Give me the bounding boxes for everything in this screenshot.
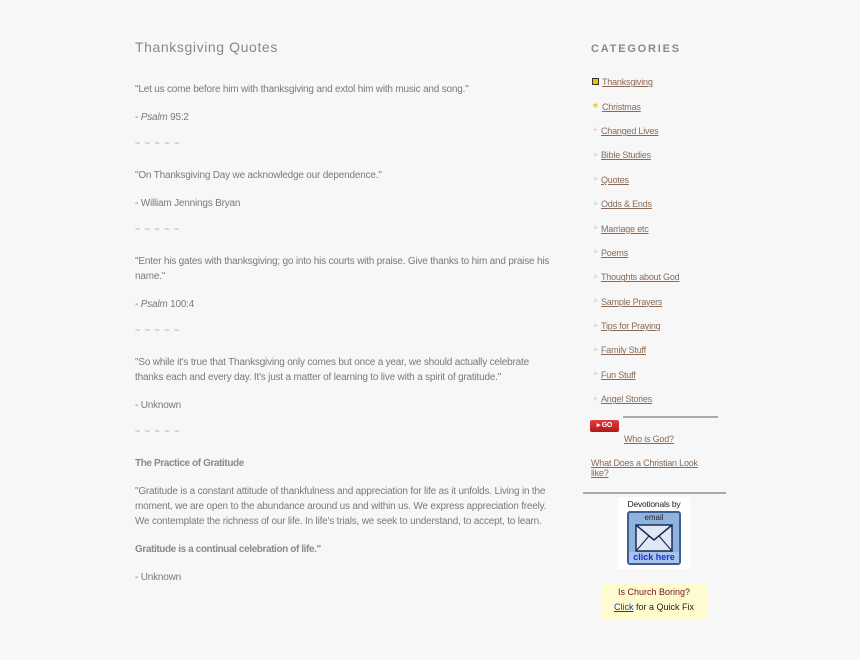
church-boring-promo [601, 583, 707, 619]
category-link[interactable]: Family Stuff [601, 345, 646, 356]
quote-attribution: - William Jennings Bryan [135, 198, 241, 209]
email-devotionals-promo[interactable] [618, 497, 690, 569]
quote-text: "On Thanksgiving Day we acknowledge our dependence." [135, 170, 382, 181]
category-item-thanksgiving[interactable] [591, 70, 731, 94]
who-is-god-link[interactable]: Who is God? [624, 434, 674, 444]
dots-bullet-icon: ⁘ [592, 273, 599, 281]
category-item-christmas[interactable] [591, 94, 731, 118]
star-icon: ✶ [591, 101, 600, 113]
dots-bullet-icon: ⁘ [592, 127, 599, 135]
quote-attribution: - Unknown [135, 400, 181, 411]
category-link[interactable]: Quotes [601, 174, 629, 185]
category-link[interactable]: Tips for Praying [601, 321, 661, 332]
divider [623, 416, 718, 418]
quote-text: "Let us come before him with thanksgiving and extol him with music and song." [135, 84, 469, 95]
sidebar [591, 42, 731, 411]
quote-attribution: - Psalm 95:2 [135, 112, 189, 123]
page-title: Thanksgiving Quotes [135, 39, 278, 55]
category-item-sample-prayers[interactable] [591, 290, 731, 314]
section-heading: The Practice of Gratitude [135, 458, 244, 469]
dots-bullet-icon: ⁘ [592, 176, 599, 184]
category-link[interactable]: Poems [601, 247, 629, 258]
category-link[interactable]: Angel Stories [601, 394, 652, 405]
category-item-quotes[interactable] [591, 168, 731, 192]
envelope-icon[interactable] [627, 511, 681, 565]
category-item-tips-for-praying[interactable] [591, 314, 731, 338]
dots-bullet-icon: ⁘ [592, 225, 599, 233]
category-item-marriage[interactable] [591, 216, 731, 240]
divider [583, 492, 726, 494]
dots-bullet-icon: ⁘ [592, 395, 599, 403]
category-item-family-stuff[interactable] [591, 338, 731, 362]
separator: ~ ~ ~ ~ ~ [135, 325, 181, 335]
dots-bullet-icon: ⁘ [592, 151, 599, 159]
category-item-fun-stuff[interactable] [591, 363, 731, 387]
categories-list [591, 70, 731, 411]
section-bold-line: Gratitude is a continual celebration of life." [135, 544, 321, 555]
category-link[interactable]: Marriage etc [601, 223, 649, 234]
go-button[interactable]: ▸ GO [590, 420, 619, 432]
promo-subtext: Click for a Quick Fix [613, 602, 694, 612]
category-link[interactable]: Changed Lives [601, 125, 659, 136]
separator: ~ ~ ~ ~ ~ [135, 426, 181, 436]
email-word: email [644, 513, 664, 522]
christian-look-link[interactable]: What Does a Christian Look like? [591, 458, 698, 478]
category-link[interactable]: Thoughts about God [601, 272, 680, 283]
email-promo-label: Devotionals by [627, 499, 681, 509]
dots-bullet-icon: ⁘ [592, 371, 599, 379]
quote-attribution: - Psalm 100:4 [135, 299, 195, 310]
category-link[interactable]: Thanksgiving [602, 77, 653, 88]
category-item-odds-ends[interactable] [591, 192, 731, 216]
section-paragraph: "Gratitude is a constant attitude of thankfulness and appreciation for life as it unfolds. Living in the moment, we are open to the abundance around us and within us. We express appreciation freely. We contemplate the richness of our life. In life's trials, we seek to understand, to accept, to learn. [135, 486, 547, 527]
category-item-bible-studies[interactable] [591, 143, 731, 167]
quote-text: "So while it's true that Thanksgiving only comes but once a year, we should actually celebrate thanks each and every day. It's just a matter of learning to live with a spirit of gratitude." [135, 357, 529, 383]
category-item-poems[interactable] [591, 241, 731, 265]
separator: ~ ~ ~ ~ ~ [135, 224, 181, 234]
category-item-thoughts-about-god[interactable] [591, 265, 731, 289]
category-link[interactable]: Fun Stuff [601, 369, 636, 380]
envelope-glyph-icon [635, 524, 673, 552]
category-link[interactable]: Christmas [602, 101, 641, 112]
dots-bullet-icon: ⁘ [592, 322, 599, 330]
category-link[interactable]: Sample Prayers [601, 296, 663, 307]
dots-bullet-icon: ⁘ [592, 249, 599, 257]
promo-title: Is Church Boring? [617, 587, 691, 597]
category-item-angel-stories[interactable] [591, 387, 731, 411]
dots-bullet-icon: ⁘ [592, 346, 599, 354]
dots-bullet-icon: ⁘ [592, 298, 599, 306]
category-item-changed-lives[interactable] [591, 119, 731, 143]
categories-title: CATEGORIES [591, 43, 681, 55]
category-link[interactable]: Odds & Ends [601, 199, 652, 210]
quick-fix-link[interactable]: Click [613, 602, 634, 612]
category-link[interactable]: Bible Studies [601, 150, 651, 161]
separator: ~ ~ ~ ~ ~ [135, 138, 181, 148]
dots-bullet-icon: ⁘ [592, 200, 599, 208]
click-here-label: click here [629, 552, 679, 563]
quote-text: "Enter his gates with thanksgiving; go into his courts with praise. Give thanks to him and praise his name." [135, 256, 550, 282]
main-content [135, 38, 555, 596]
section-attribution: - Unknown [135, 572, 181, 583]
square-bullet-icon [591, 78, 599, 87]
